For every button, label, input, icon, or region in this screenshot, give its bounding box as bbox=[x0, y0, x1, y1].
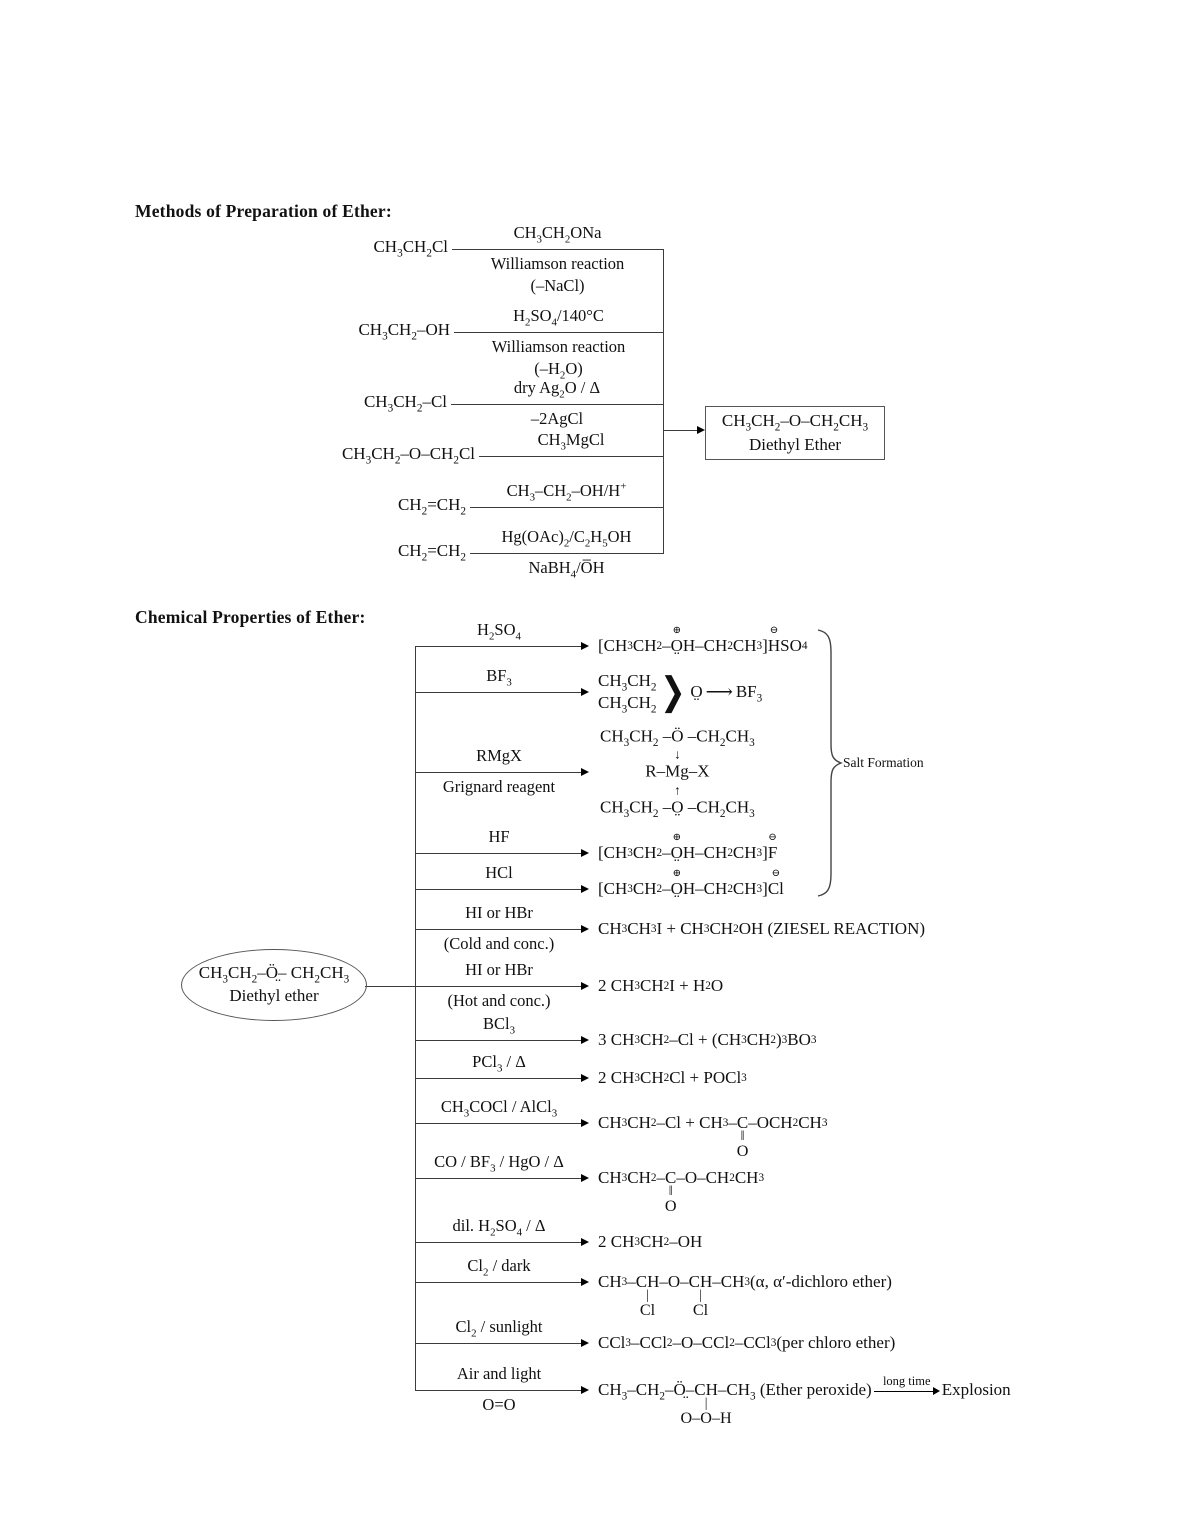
reagent-label: $CH_3COCl$ / AlCl$_3$ bbox=[440, 1097, 558, 1120]
reaction-arrow-line bbox=[415, 1390, 582, 1391]
product-formula: 3 CH 3 CH 2 –Cl + (CH 3 CH 2 ) 3 BO 3 bbox=[598, 1030, 817, 1049]
product-formula: CCl 3 –CCl 2 –O–CCl 2 –CCl 3 (per chloro ether) bbox=[598, 1333, 896, 1352]
reagent-label: $Cl_2$ / dark bbox=[467, 1256, 531, 1279]
dative-arrow-icon: ⟶ bbox=[705, 681, 733, 703]
reaction-arrow-line bbox=[415, 772, 582, 773]
condition-label: –2AgCl bbox=[530, 409, 584, 428]
reaction-arrow-line bbox=[415, 1040, 582, 1041]
props-heading: Chemical Properties of Ether: bbox=[135, 607, 366, 627]
reagent-label: CO / $BF_3$ / HgO / Δ bbox=[434, 1152, 564, 1175]
reagent-label: PCl$_3$ / Δ bbox=[472, 1052, 526, 1075]
product-formula: [CH 3 CH 2 – O̤ ⊕ H–CH 2 CH 3 ] Cl ⊖ bbox=[598, 868, 784, 898]
product-arrow-line bbox=[664, 430, 698, 431]
reagent-label: dry $Ag_2O$ / Δ bbox=[513, 378, 601, 401]
long-time-arrow bbox=[874, 1375, 940, 1405]
reaction-arrow-line bbox=[415, 1343, 582, 1344]
reagent-label: $H_2SO_4$ bbox=[477, 620, 521, 643]
reagent-label: dil. $H_2SO_4$ / Δ bbox=[452, 1216, 546, 1239]
reaction-line bbox=[470, 553, 663, 554]
reagent-label: $CH_3-CH_2-OH/H^+$ bbox=[506, 480, 627, 504]
product-formula: 2 CH 3 CH 2 Cl + POCl 3 bbox=[598, 1068, 747, 1087]
reagent-label: RMgX bbox=[476, 746, 522, 765]
reagent-label: HF bbox=[488, 827, 510, 846]
reagent-label: HCl bbox=[485, 863, 513, 882]
reaction-arrow-line bbox=[415, 1282, 582, 1283]
condition-label: $(-H_2O)$ bbox=[534, 359, 583, 382]
rmgx-line: R–Mg–X bbox=[645, 761, 710, 781]
arrowhead-icon bbox=[581, 1339, 589, 1347]
substrate-connector-line bbox=[365, 986, 415, 987]
ethyl-bottom: $CH_3CH_2$ bbox=[598, 693, 657, 716]
product-formula: $CH_3CH_2-O-CH_2CH_3$ bbox=[721, 411, 869, 434]
product-formula: CH 3 CH 3 I + CH 3 CH 2 OH (ZIESEL REACTION) bbox=[598, 919, 926, 938]
grignard-complex-structure bbox=[600, 726, 755, 820]
arrowhead-icon bbox=[581, 982, 589, 990]
oxygen-atom: O̤ bbox=[690, 682, 703, 701]
ether-top-line: $CH_3CH_2$ –Ö $-CH_2CH_3$ bbox=[600, 726, 755, 749]
reaction-line bbox=[479, 456, 663, 457]
reagent-label: $BF_3$ bbox=[486, 666, 512, 689]
arrowhead-icon bbox=[581, 1036, 589, 1044]
condition-label: (Hot and conc.) bbox=[447, 991, 551, 1010]
reagent-label: $CH_3CH_2ONa$ bbox=[513, 223, 602, 246]
arrowhead-icon bbox=[581, 849, 589, 857]
product-formula: 2 CH 3 CH 2 –OH bbox=[598, 1232, 703, 1251]
reaction-arrow-line bbox=[415, 646, 582, 647]
arrowhead-icon bbox=[697, 426, 705, 434]
arrowhead-icon bbox=[581, 1119, 589, 1127]
product-formula: [CH 3 CH 2 – O̤ ⊕ H–CH 2 CH 3 ] H ⊖ SO 4 bbox=[598, 625, 808, 655]
product-formula: CH 3 CH 2 –Cl + CH 3 – C ‖ O –OCH 2 CH 3 bbox=[598, 1113, 828, 1160]
reagent-label: $Cl_2$ / sunlight bbox=[455, 1317, 543, 1340]
reactant-formula: $CH_3CH_2-Cl$ bbox=[363, 392, 447, 415]
long-time-line bbox=[874, 1391, 934, 1392]
arrowhead-icon bbox=[581, 1278, 589, 1286]
reactant-formula: $CH_3CH_2Cl$ bbox=[373, 237, 448, 260]
salt-formation-label: Salt Formation bbox=[843, 755, 924, 770]
arrowhead-icon bbox=[581, 688, 589, 696]
salt-formation-brace bbox=[812, 628, 846, 898]
peroxide-product-row bbox=[598, 1374, 1011, 1427]
reactant-formula: $CH_2=CH_2$ bbox=[397, 541, 466, 564]
ether-bottom-line: $CH_3CH_2$ –O̤ $-CH_2CH_3$ bbox=[600, 797, 755, 820]
reaction-arrow-line bbox=[415, 986, 582, 987]
reagent-label: Air and light bbox=[456, 1364, 542, 1383]
reaction-arrow-line bbox=[415, 929, 582, 930]
arrowhead-icon bbox=[581, 768, 589, 776]
reaction-line bbox=[451, 404, 663, 405]
arrowhead-icon bbox=[933, 1387, 940, 1395]
reactant-formula: $CH_2=CH_2$ bbox=[397, 495, 466, 518]
reaction-arrow-line bbox=[415, 692, 582, 693]
reaction-arrow-line bbox=[415, 853, 582, 854]
arrowhead-icon bbox=[581, 1238, 589, 1246]
product-name: Diethyl Ether bbox=[748, 435, 842, 454]
reactant-formula: $CH_3CH_2-OH$ bbox=[358, 320, 450, 343]
condition-label: NaBH$_4$/O̅H bbox=[528, 558, 605, 581]
reagent-label: HI or HBr bbox=[465, 903, 533, 922]
diethyl-ether-product-box bbox=[705, 406, 885, 460]
arrowhead-icon bbox=[581, 1074, 589, 1082]
arrowhead-icon bbox=[581, 642, 589, 650]
reaction-line bbox=[454, 332, 663, 333]
product-formula: 2 CH 3 CH 2 I + H 2 O bbox=[598, 976, 724, 995]
reaction-arrow-line bbox=[415, 1123, 582, 1124]
ethyl-stack bbox=[598, 670, 656, 714]
bf3-adduct-structure bbox=[598, 670, 762, 714]
condition-label: (–NaCl) bbox=[530, 276, 585, 295]
substrate-name: Diethyl ether bbox=[229, 986, 319, 1005]
product-formula: CH 3 CH 2 – C ‖ O –O–CH 2 CH 3 bbox=[598, 1168, 765, 1215]
reagent-label: $CH_3MgCl$ bbox=[537, 430, 605, 453]
arrowhead-icon bbox=[581, 1174, 589, 1182]
arrowhead-icon bbox=[581, 1386, 589, 1394]
arrowhead-icon bbox=[581, 885, 589, 893]
up-arrow-icon: ↑ bbox=[674, 782, 681, 798]
convergence-angle: ❯ bbox=[660, 670, 687, 713]
long-time-label: long time bbox=[882, 1374, 931, 1388]
reaction-arrow-line bbox=[415, 1178, 582, 1179]
product-formula: CH 3 – CH | Cl –O– CH | Cl –CH 3 (α, α′-dichloro ether) bbox=[598, 1272, 892, 1319]
reagent-label: $Hg(OAc)_2/C_2H_5OH$ bbox=[501, 527, 632, 550]
condition-label: Williamson reaction bbox=[491, 337, 626, 356]
reactant-formula: $CH_3CH_2-O-CH_2Cl$ bbox=[341, 444, 475, 467]
reagent-label: BCl$_3$ bbox=[482, 1014, 516, 1037]
arrowhead-icon bbox=[581, 925, 589, 933]
condition-label: Williamson reaction bbox=[490, 254, 625, 273]
reaction-line bbox=[470, 507, 663, 508]
reagent-label: $H_2SO_4/140^\circ C$ bbox=[513, 306, 604, 329]
diethyl-ether-substrate-node bbox=[181, 949, 367, 1021]
condition-label: Grignard reagent bbox=[442, 777, 556, 796]
reaction-arrow-line bbox=[415, 1242, 582, 1243]
explosion-label: Explosion bbox=[941, 1380, 1011, 1399]
product-formula: [CH 3 CH 2 – O̤ ⊕ H–CH 2 CH 3 ] F ⊖ bbox=[598, 832, 778, 862]
prep-heading: Methods of Preparation of Ether: bbox=[135, 201, 392, 221]
reagent-label: HI or HBr bbox=[465, 960, 533, 979]
ethyl-top: $CH_3CH_2$ bbox=[598, 670, 657, 694]
condition-label: (Cold and conc.) bbox=[443, 934, 555, 953]
substrate-formula: $CH_3CH_2-Ö̤-$ $CH_2CH_3$ bbox=[198, 963, 350, 986]
down-arrow-icon: ↓ bbox=[674, 746, 681, 762]
reaction-arrow-line bbox=[415, 889, 582, 890]
condition-label: O=O bbox=[482, 1395, 516, 1414]
bf3-group: $BF_3$ bbox=[735, 682, 763, 705]
collector-line bbox=[663, 249, 664, 554]
peroxide-formula: $CH_3-CH_2-Ö̤-CH$ | O–O–H $-CH_3$ (Ether peroxide) bbox=[598, 1380, 872, 1427]
reaction-line bbox=[452, 249, 663, 250]
reaction-arrow-line bbox=[415, 1078, 582, 1079]
